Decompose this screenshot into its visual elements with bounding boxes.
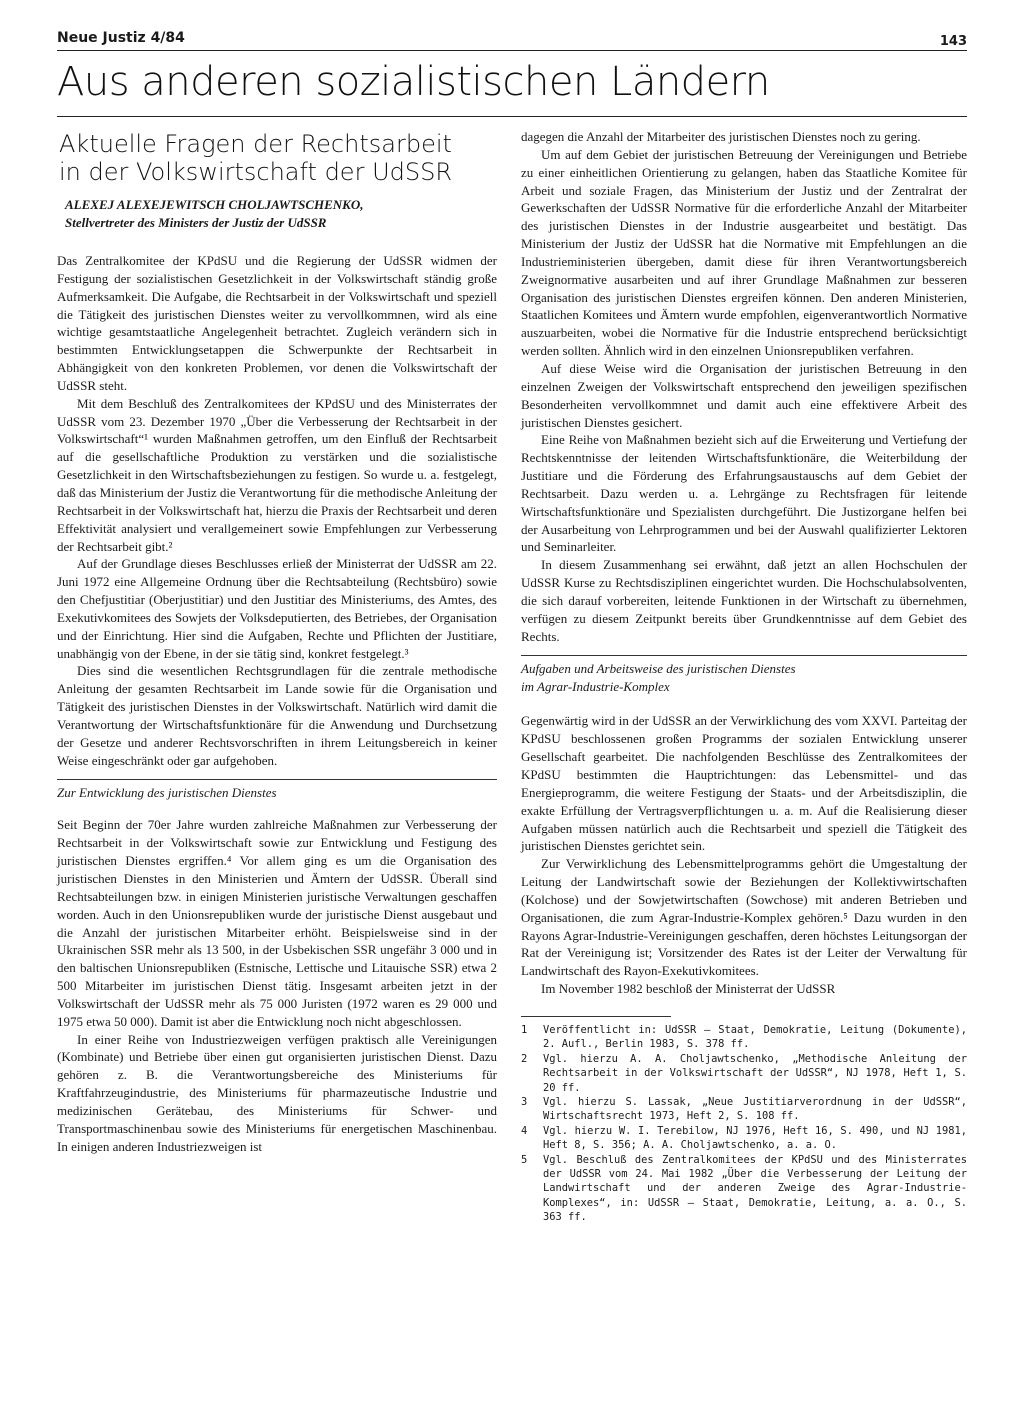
journal-issue: Neue Justiz 4/84: [57, 30, 185, 46]
subheading-agrar-line-2: im Agrar-Industrie-Komplex: [521, 679, 670, 695]
footnote: [521, 1052, 967, 1095]
author-name: ALEXEJ ALEXEJEWITSCH CHOLJAWTSCHENKO,: [65, 197, 364, 212]
paragraph: Dies sind die wesentlichen Rechtsgrundlagen für die zentrale methodische Anleitung der gesamten Rechtsarbeit im Lande sowie für die Organisation und Tätigkeit des juristischen Dienstes in der Volkswirtschaft. Natürlich wird damit die Verantwortung der Wirtschaftsfunktionäre für die Anwendung und Durchsetzung der Gesetze und anderer Rechtsvorschriften in ihrem Leitungsbereich in keiner Weise eingeschränkt oder gar aufgehoben.: [57, 663, 497, 768]
page-header: [57, 30, 967, 52]
footnote: [521, 1153, 967, 1225]
footnote-rule: [521, 1016, 671, 1017]
footnote-text: Vgl. Beschluß des Zentralkomitees der KPdSU und des Ministerrates der UdSSR vom 24. Mai 1982 „Über die Verbesserung der Leitung der Landwirtschaft und der anderen Zweige des Agrar-Industrie-Komplexes“, in: UdSSR – Staat, Demokratie, Leitung, a. a. O., S. 363 ff.: [543, 1153, 967, 1224]
paragraph: Zur Verwirklichung des Lebensmittelprogramms gehört die Umgestaltung der Leitung der Landwirtschaft sowie der Beziehungen der Kollektivwirtschaften (Kolchose) und der Sowjetwirtschaften (Sowchose) mit anderen Betrieben und Organisationen, die zum Agrar-Industrie-Komplex gehören.⁵ Dazu wurden in den Rayons Agrar-Industrie-Vereinigungen geschaffen, deren höchstes Leitungsorgan der Rat der Vereinigung ist; Vorsitzender des Rates ist der Leiter der Verwaltung für Landwirtschaft des Rayon-Exekutivkomitees.: [521, 856, 967, 979]
footnote-number: 1: [521, 1023, 528, 1036]
paragraph: In einer Reihe von Industriezweigen verfügen praktisch alle Vereinigungen (Kombinate) und Betriebe über einen gut organisierten juristischen Dienst. Dazu gehören z. B. die Verantwortungsbereiche des Ministeriums für Kraftfahrzeugindustrie, des Ministeriums für pharmazeutische Industrie und medizinischen Gerätebau, des Ministeriums für Schwer- und Transportmaschinenbau sowie des Ministeriums für energetischen Maschinenbau. In einigen anderen Industriezweigen ist: [57, 1031, 497, 1154]
right-column: [521, 128, 967, 1225]
subheading-development: Zur Entwicklung des juristischen Dienstes: [57, 779, 497, 802]
paragraph: Mit dem Beschluß des Zentralkomitees der KPdSU und des Ministerrates der UdSSR vom 23. Dezember 1970 „Über die Verbesserung der Rechtsarbeit in der Volkswirtschaft“¹ wurden Maßnahmen getroffen, um den Einfluß der Rechtsarbeit auf die gesellschaftliche Produktion zu verstärken und die sozialistische Gesetzlichkeit in den Wirtschaftsbeziehungen zu festigen. So wurde u. a. festgelegt, daß das Ministerium der Justiz die Verantwortung für die methodische Anleitung der Rechtsarbeit in der Volkswirtschaft hat, hierzu die Praxis der Rechtsarbeit und deren Effektivität analysiert und verallgemeinert sowie Empfehlungen zur Verbesserung der Rechtsarbeit gibt.²: [57, 395, 497, 554]
article-title: [59, 130, 497, 186]
header-rule: [57, 50, 967, 51]
footnote-text: Vgl. hierzu W. I. Terebilow, NJ 1976, Heft 16, S. 490, und NJ 1981, Heft 8, S. 356; A. A. Choljawtschenko, a. a. O.: [543, 1124, 967, 1152]
paragraph: Gegenwärtig wird in der UdSSR an der Verwirklichung des vom XXVI. Parteitag der KPdSU beschlossenen großen Programms der sozialen Entwicklung unserer Gesellschaft gearbeitet. Die nachfolgenden Beschlüsse des Zentralkomitees der KPdSU bestimmten die Hauptrichtungen: das Lebensmittel- und das Energieprogramm, die weitere Festigung der Staats- und der Arbeitsdisziplin, die exakte Erfüllung der Vertragsverpflichtungen u. a. m. Auf die Realisierung dieser Aufgaben müssen natürlich auch die Rechtsarbeit und speziell die Tätigkeit des juristischen Dienstes gerichtet sein.: [521, 713, 967, 854]
footnote: [521, 1023, 967, 1052]
subheading-agrar-line-1: Aufgaben und Arbeitsweise des juristischen Dienstes: [521, 661, 796, 677]
footnote-number: 5: [521, 1153, 528, 1166]
page-number: 143: [939, 34, 967, 49]
footnote-text: Vgl. hierzu S. Lassak, „Neue Justitiarverordnung in der UdSSR“, Wirtschaftsrecht 1973, Heft 2, S. 108 ff.: [543, 1096, 967, 1123]
footnote-text: Vgl. hierzu A. A. Choljawtschenko, „Methodische Anleitung der Rechtsarbeit in der Volkswirtschaft der UdSSR“, NJ 1978, Heft 1, S. 20 ff.: [543, 1052, 967, 1094]
footnote-number: 3: [521, 1096, 528, 1108]
section-rule: [57, 116, 967, 117]
footnote: [521, 1124, 967, 1153]
footnotes: [521, 1023, 967, 1225]
footnote-number: 2: [521, 1052, 528, 1065]
paragraph: Auf der Grundlage dieses Beschlusses erließ der Ministerrat der UdSSR am 22. Juni 1972 eine Allgemeine Ordnung über die Rechtsabteilung (Rechtsbüro) sowie den Chefjustitiar (Oberjustitiar) und den Justitiar des Ministeriums, des Amtes, des Exekutivkomitees des Sowjets der Volksdeputierten, des Betriebes, der Organisation und der Einrichtung. Hier sind die Aufgaben, Rechte und Pflichten der Justitiare, unabhängig von der Ebene, in der sie tätig sind, konkret festgelegt.³: [57, 556, 497, 661]
subheading-agrar: [521, 655, 967, 696]
paragraph: Das Zentralkomitee der KPdSU und die Regierung der UdSSR widmen der Festigung der sozialistischen Gesetzlichkeit in der Volkswirtschaft ständig große Aufmerksamkeit. Die Aufgabe, die Rechtsarbeit in der Volkswirtschaft und speziell die Tätigkeit des juristischen Dienstes weiter zu vervollkommnen, wird als eine wichtige gesamtstaatliche Angelegenheit betrachtet. Zugleich verändern sich in bestimmten Entwicklungsetappen die Schwerpunkte der Rechtsarbeit in Abhängigkeit von den konkreten Problemen, vor denen die Volkswirtschaft der UdSSR steht.: [57, 253, 497, 393]
paragraph: Im November 1982 beschloß der Ministerrat der UdSSR: [541, 981, 836, 997]
article-title-line-1: Aktuelle Fragen der Rechtsarbeit: [59, 130, 452, 158]
footnote-number: 4: [521, 1124, 528, 1137]
left-column: [57, 126, 497, 1156]
paragraph: dagegen die Anzahl der Mitarbeiter des juristischen Dienstes noch zu gering.: [521, 129, 921, 144]
section-title: Aus anderen sozialistischen Ländern: [57, 59, 770, 105]
paragraph: Um auf dem Gebiet der juristischen Betreuung der Vereinigungen und Betriebe zu einer einheitlichen Orientierung zu gelangen, haben das Staatliche Komitee für Arbeit und soziale Fragen, das Ministerium der Justiz und der Zentralrat der Gewerkschaften der UdSSR Normative für die erforderliche Anzahl der Mitarbeiter des juristischen Dienstes in der Industrie ausgearbeitet und bestätigt. Das Ministerium der Justiz der UdSSR hat die Normative mit Empfehlungen an die Industrieministerien übergeben, damit diese für ihren Verantwortungsbereich Zweignormative ausarbeiten und auf ihrer Grundlage Maßnahmen zur besseren Organisation des juristischen Dienstes ergreifen können. Den anderen Ministerien, Staatlichen Komitees und Ämtern wurde empfohlen, eigenverantwortlich Normative auszuarbeiten, wobei die Normative für die Industrie entsprechend berücksichtigt werden sollten. Ähnlich wird in den einzelnen Unionsrepubliken verfahren.: [521, 146, 967, 359]
paragraph: Auf diese Weise wird die Organisation der juristischen Betreuung in den einzelnen Zweigen der Volkswirtschaft entsprechend den jeweiligen spezifischen Besonderheiten vervollkommnet und damit auch eine effektivere Arbeit des juristischen Dienstes gesichert.: [521, 360, 967, 430]
paragraph: Eine Reihe von Maßnahmen bezieht sich auf die Erweiterung und Vertiefung der Rechtskenntnisse der leitenden Wirtschaftsfunktionäre, die Weiterbildung der Justitiare und die Förderung des Erfahrungsaustauschs auf dem Gebiet der Rechtsarbeit. Dazu werden u. a. Lehrgänge zu Rechtsfragen für leitende Wirtschaftsfunktionäre und Spezialisten durchgeführt. Die Justizorgane helfen bei der Ausarbeitung von Lehrprogrammen und bei der Auswahl qualifizierter Lektoren und Seminarleiter.: [521, 432, 967, 555]
author-role: Stellvertreter des Ministers der Justiz der UdSSR: [65, 215, 327, 230]
paragraph: In diesem Zusammenhang sei erwähnt, daß jetzt an allen Hochschulen der UdSSR Kurse zu Rechtsdisziplinen eingerichtet wurden. Die Hochschulabsolventen, die sich darauf vorbereiten, leitende Funktionen in der Wirtschaft zu übernehmen, verfügen zu diesem Zeitpunkt bereits über Grundkenntnisse auf dem Gebiet des Rechts.: [521, 557, 967, 644]
footnote-text: Veröffentlicht in: UdSSR – Staat, Demokratie, Leitung (Dokumente), 2. Aufl., Berlin 1983, S. 378 ff.: [543, 1023, 967, 1051]
article-title-line-2: in der Volkswirtschaft der UdSSR: [59, 158, 453, 186]
footnote: [521, 1095, 967, 1124]
paragraph: Seit Beginn der 70er Jahre wurden zahlreiche Maßnahmen zur Verbesserung der Rechtsarbeit in der Volkswirtschaft sowie zur Entwicklung und Festigung des juristischen Dienstes ergriffen.⁴ Vor allem ging es um die Organisation des juristischen Dienstes in den Ministerien und Ämtern der UdSSR. Überall sind Rechtsabteilungen bzw. in einigen Ministerien juristische Verwaltungen geschaffen worden. Auch in den Unionsrepubliken wurde der juristische Dienst ausgebaut und die Anzahl der juristischen Mitarbeiter erhöht. Beispielsweise sind in der Ukrainischen SSR mehr als 13 500, in der Usbekischen SSR ungefähr 3 000 und in den baltischen Unionsrepubliken (Estnische, Lettische und Litauische SSR) etwa 2 500 Mitarbeiter im juristischen Dienst tätig. Insgesamt arbeiten jetzt in der Volkswirtschaft der UdSSR mehr als 75 000 Juristen (1972 waren es 29 000 und 1975 etwa 50 000). Damit ist aber die Entwicklung noch nicht abgeschlossen.: [57, 817, 497, 1029]
